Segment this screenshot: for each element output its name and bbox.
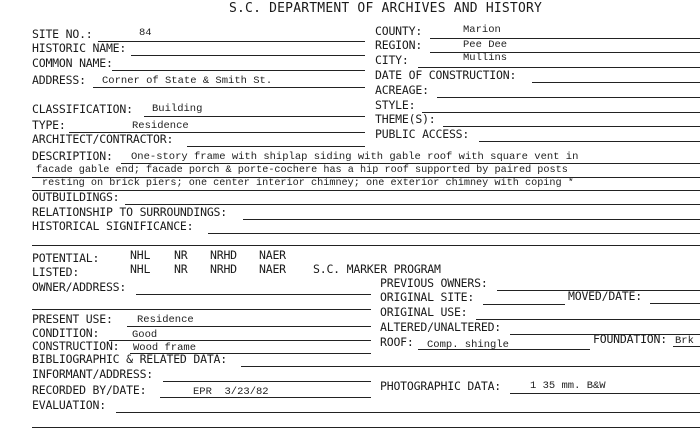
region-label: REGION:: [375, 38, 423, 52]
common-name-label: COMMON NAME:: [32, 56, 113, 70]
altered-label: ALTERED/UNALTERED:: [380, 320, 502, 334]
address-line: [93, 87, 365, 88]
present-use-value[interactable]: Residence: [137, 314, 194, 326]
common-name-line: [112, 70, 365, 71]
description-label: DESCRIPTION:: [32, 149, 113, 163]
historical-significance-line: [208, 233, 700, 234]
informant-label: INFORMANT/ADDRESS:: [32, 367, 154, 381]
themes-label: THEME(S):: [375, 112, 436, 126]
informant-line: [163, 381, 371, 382]
listed-nr[interactable]: NR: [174, 262, 188, 276]
present-use-line: [127, 326, 371, 327]
evaluation-line-2: [32, 427, 700, 428]
evaluation-label: EVALUATION:: [32, 398, 106, 412]
original-use-line: [476, 319, 700, 320]
potential-nrhd[interactable]: NRHD: [210, 248, 237, 262]
description-text-1[interactable]: One-story frame with shiplap siding with gable roof with square vent in: [131, 151, 579, 163]
address-label: ADDRESS:: [32, 73, 86, 87]
previous-owners-label: PREVIOUS OWNERS:: [380, 276, 488, 290]
roof-value[interactable]: Comp. shingle: [427, 339, 509, 351]
relationship-line: [243, 219, 700, 220]
bibliographic-line: [241, 366, 700, 367]
acreage-line: [437, 97, 700, 98]
listed-naer[interactable]: NAER: [259, 262, 286, 276]
style-line: [422, 112, 700, 113]
section-divider: [32, 245, 700, 246]
listed-nhl[interactable]: NHL: [130, 262, 151, 276]
evaluation-line: [116, 412, 700, 413]
original-use-label: ORIGINAL USE:: [380, 305, 468, 319]
relationship-label: RELATIONSHIP TO SURROUNDINGS:: [32, 205, 227, 219]
public-access-label: PUBLIC ACCESS:: [375, 127, 470, 141]
site-no-line: [98, 41, 365, 42]
owner-address-line-2: [32, 309, 371, 310]
historical-significance-label: HISTORICAL SIGNIFICANCE:: [32, 219, 194, 233]
moved-date-line: [650, 303, 700, 304]
photographic-data-label: PHOTOGRAPHIC DATA:: [380, 379, 502, 393]
city-value[interactable]: Mullins: [463, 52, 508, 64]
potential-nhl[interactable]: NHL: [130, 248, 151, 262]
site-no-value[interactable]: 84: [139, 27, 152, 39]
city-label: CITY:: [375, 53, 409, 67]
listed-label: LISTED:: [32, 265, 80, 279]
historic-name-label: HISTORIC NAME:: [32, 41, 127, 55]
condition-value[interactable]: Good: [132, 329, 158, 341]
owner-address-line: [136, 294, 371, 295]
classification-value[interactable]: Building: [152, 103, 203, 115]
construction-label: CONSTRUCTION:: [32, 339, 120, 353]
address-value[interactable]: Corner of State & Smith St.: [102, 75, 273, 87]
description-line-3: [32, 190, 700, 191]
marker-program-label[interactable]: S.C. MARKER PROGRAM: [313, 262, 441, 276]
architect-label: ARCHITECT/CONTRACTOR:: [32, 132, 174, 146]
potential-naer[interactable]: NAER: [259, 248, 286, 262]
description-line-1: [121, 163, 700, 164]
listed-nrhd[interactable]: NRHD: [210, 262, 237, 276]
photographic-data-value[interactable]: 1 35 mm. B&W: [530, 380, 606, 392]
original-site-line: [483, 304, 565, 305]
condition-label: CONDITION:: [32, 326, 100, 340]
site-no-label: SITE NO.:: [32, 27, 93, 41]
acreage-label: ACREAGE:: [375, 83, 429, 97]
potential-label: POTENTIAL:: [32, 251, 100, 265]
roof-label: ROOF:: [380, 335, 414, 349]
classification-line: [144, 116, 365, 117]
photographic-data-line: [510, 393, 700, 394]
type-label: TYPE:: [32, 118, 66, 132]
construction-value[interactable]: Wood frame: [133, 342, 197, 354]
recorded-by-label: RECORDED BY/DATE:: [32, 383, 147, 397]
potential-nr[interactable]: NR: [174, 248, 188, 262]
owner-address-label: OWNER/ADDRESS:: [32, 280, 127, 294]
foundation-value[interactable]: Brk: [675, 335, 694, 347]
form-title: S.C. DEPARTMENT OF ARCHIVES AND HISTORY: [229, 1, 543, 16]
style-label: STYLE:: [375, 98, 416, 112]
outbuildings-label: OUTBUILDINGS:: [32, 190, 120, 204]
present-use-label: PRESENT USE:: [32, 312, 113, 326]
moved-date-label: MOVED/DATE:: [568, 289, 642, 303]
county-label: COUNTY:: [375, 24, 423, 38]
public-access-line: [479, 141, 700, 142]
architect-line: [187, 146, 365, 147]
foundation-label: FOUNDATION:: [593, 332, 667, 346]
original-site-label: ORIGINAL SITE:: [380, 290, 475, 304]
type-value[interactable]: Residence: [132, 120, 189, 132]
date-of-construction-label: DATE OF CONSTRUCTION:: [375, 68, 517, 82]
historic-name-line: [131, 55, 365, 56]
themes-line: [443, 126, 700, 127]
bibliographic-label: BIBLIOGRAPHIC & RELATED DATA:: [32, 352, 227, 366]
county-value[interactable]: Marion: [463, 24, 501, 36]
description-text-2[interactable]: facade gable end; facade porch & porte-cochere has a hip roof supported by paired posts: [36, 165, 568, 176]
classification-label: CLASSIFICATION:: [32, 102, 133, 116]
recorded-by-value[interactable]: EPR 3/23/82: [193, 386, 269, 398]
region-value[interactable]: Pee Dee: [463, 39, 508, 51]
description-text-3[interactable]: resting on brick piers; one center interior chimney; one exterior chimney with coping *: [42, 178, 574, 189]
date-of-construction-line: [532, 82, 700, 83]
